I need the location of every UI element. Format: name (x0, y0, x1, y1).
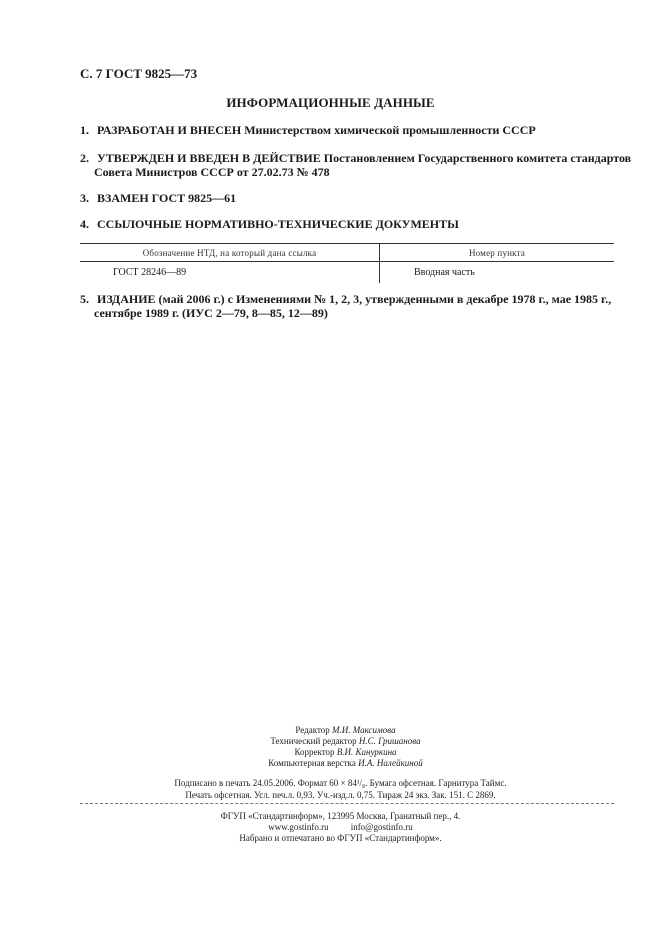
credit-name: Н.С. Гришанова (358, 736, 421, 746)
item-number: 5. (80, 292, 89, 306)
divider (80, 803, 614, 804)
publisher-info (0, 811, 661, 844)
item-number: 2. (80, 151, 89, 165)
credit-role: Корректор (294, 747, 335, 757)
editorial-credits (0, 725, 661, 769)
section-heading: ИНФОРМАЦИОННЫЕ ДАННЫЕ (226, 95, 435, 110)
info-item-1 (80, 123, 536, 137)
print-line: Подписано в печать 24.05.2006. Формат 60 × 84¹/₈. Бумага офсетная. Гарнитура Таймс. (174, 778, 507, 788)
credit-role: Редактор (295, 725, 330, 735)
credit-role: Компьютерная верстка (268, 758, 356, 768)
item-text: (май 2006 г.) с Изменениями № 1, 2, 3, утвержденными в декабре 1978 г., мае 1985 г., (158, 292, 612, 306)
item-text: Министерством химической промышленности СССР (244, 123, 536, 137)
info-item-3 (80, 191, 236, 205)
item-text-continued: Совета Министров СССР от 27.02.73 № 478 (94, 165, 330, 179)
item-text: Постановлением Государственного комитета стандартов (323, 151, 632, 165)
credit-name: В.И. Кануркина (336, 747, 397, 757)
column-header: Номер пункта (380, 244, 615, 262)
item-lead: РАЗРАБОТАН И ВНЕСЕН (97, 123, 242, 137)
credit-name: И.А. Налейкиной (358, 758, 423, 768)
item-lead: ИЗДАНИЕ (97, 292, 156, 306)
publisher-printed-by: Набрано и отпечатано во ФГУП «Стандартинформ». (239, 833, 442, 843)
table-cell: ГОСТ 28246—89 (80, 262, 380, 284)
publisher-email: info@gostinfo.ru (350, 822, 413, 832)
table-cell: Вводная часть (414, 267, 475, 278)
reference-documents-table (80, 243, 614, 283)
item-lead: ССЫЛОЧНЫЕ НОРМАТИВНО-ТЕХНИЧЕСКИЕ ДОКУМЕНТЫ (97, 217, 459, 231)
info-item-2 (80, 151, 631, 179)
item-number: 1. (80, 123, 89, 137)
table-header-row (80, 244, 614, 262)
credit-role: Технический редактор (270, 736, 357, 746)
credit-line (0, 747, 661, 758)
print-details (0, 777, 661, 801)
info-item-5 (80, 292, 611, 320)
item-text-continued: сентябре 1989 г. (ИУС 2—79, 8—85, 12—89) (94, 306, 328, 320)
item-number: 3. (80, 191, 89, 205)
print-line: Печать офсетная. Усл. печ.л. 0,93. Уч.-изд.л. 0,75. Тираж 24 экз. Зак. 151. С 2869. (185, 790, 496, 800)
credit-name: М.И. Максимова (332, 725, 396, 735)
item-number: 4. (80, 217, 89, 231)
credit-line (0, 758, 661, 769)
item-lead: УТВЕРЖДЕН И ВВЕДЕН В ДЕЙСТВИЕ (97, 151, 321, 165)
running-head: С. 7 ГОСТ 9825—73 (80, 66, 198, 81)
publisher-website: www.gostinfo.ru (268, 822, 329, 832)
credit-line (0, 725, 661, 736)
credit-line (0, 736, 661, 747)
info-item-4 (80, 217, 459, 231)
publisher-address: ФГУП «Стандартинформ», 123995 Москва, Гранатный пер., 4. (220, 811, 461, 821)
table-row (80, 262, 614, 284)
publisher-contacts (0, 822, 661, 833)
item-lead: ВЗАМЕН ГОСТ 9825—61 (97, 191, 237, 205)
column-header: Обозначение НТД, на который дана ссылка (80, 244, 380, 262)
